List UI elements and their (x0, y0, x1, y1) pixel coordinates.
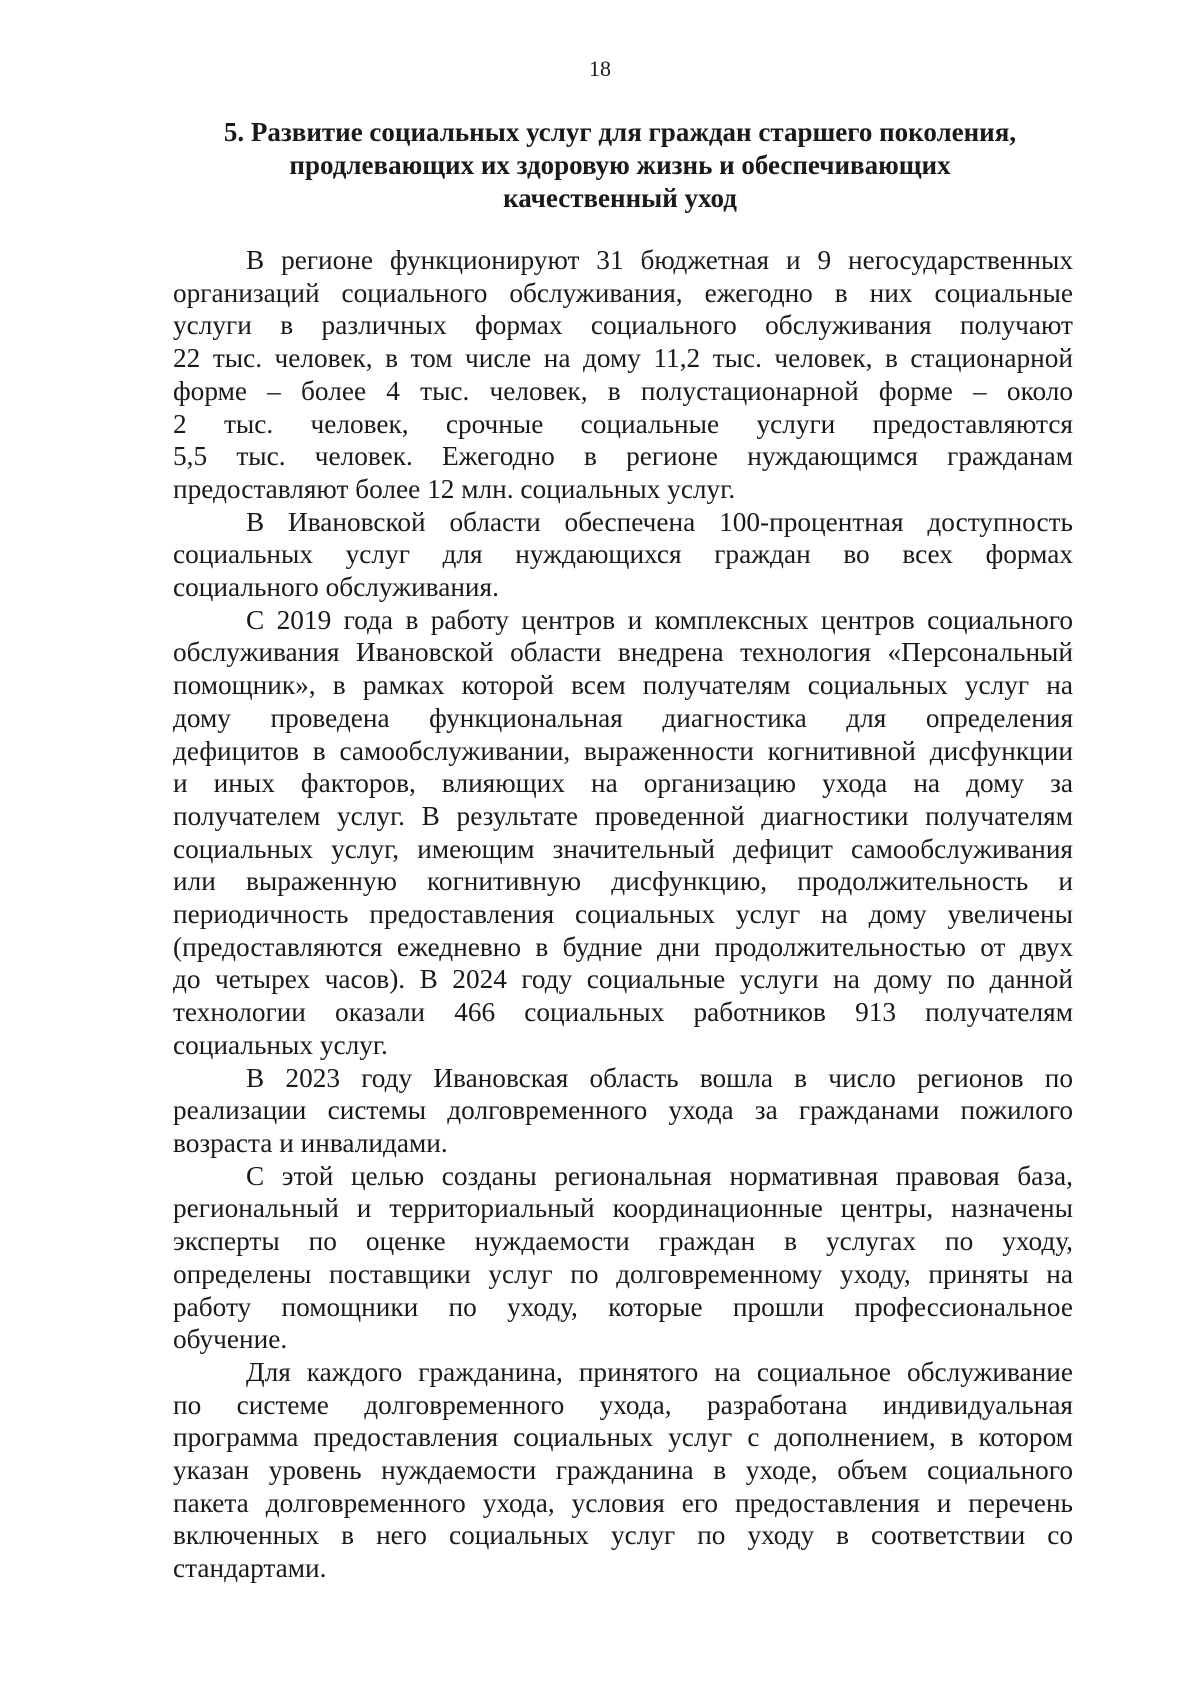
text-line: возраста и инвалидами. (173, 1127, 448, 1158)
text-line: В регионе функционируют 31 бюджетная и 9 негосударственных (246, 245, 1073, 275)
paragraph-personal-assistant (173, 604, 1073, 1062)
paragraph-regulatory-base (173, 1160, 1073, 1356)
text-line: технологии оказали 466 социальных работников 913 получателям (173, 997, 1073, 1028)
text-line: получателем услуг. В результате проведенной диагностики получателям (173, 800, 1073, 831)
text-line: социальных услуг для нуждающихся граждан во всех формах (173, 539, 1073, 570)
text-line: или выраженную когнитивную дисфункцию, продолжительность и (173, 866, 1073, 897)
page-number: 18 (589, 56, 611, 81)
section-heading (180, 116, 1060, 215)
text-line: 22 тыс. человек, в том числе на дому 11,2 тыс. человек, в стационарной (173, 343, 1073, 374)
text-line: и иных факторов, влияющих на организацию ухода на дому за (173, 768, 1073, 799)
paragraph-individual-program (173, 1356, 1073, 1585)
text-line: включенных в него социальных услуг по уходу в соответствии со (173, 1520, 1073, 1551)
text-line: обслуживания Ивановской области внедрена технология «Персональный (173, 637, 1073, 668)
text-line: В 2023 году Ивановская область вошла в число регионов по (246, 1062, 1073, 1093)
heading-line: продлевающих их здоровую жизнь и обеспечивающих (289, 150, 951, 180)
heading-line: 5. Развитие социальных услуг для граждан старшего поколения, (223, 117, 1017, 147)
body-text (173, 244, 1073, 1585)
text-line: пакета долговременного ухода, условия его предоставления и перечень (173, 1487, 1073, 1518)
text-line: С этой целью созданы региональная нормативная правовая база, (246, 1160, 1073, 1191)
text-line: реализации системы долговременного ухода за гражданами пожилого (173, 1095, 1073, 1126)
text-line: до четырех часов). В 2024 году социальные услуги на дому по данной (173, 964, 1073, 995)
paragraph-organizations (173, 244, 1073, 506)
text-line: по системе долговременного ухода, разработана индивидуальная (173, 1389, 1073, 1420)
text-line: социальных услуг. (173, 1029, 388, 1060)
text-line: услуги в различных формах социального обслуживания получают (173, 310, 1073, 341)
text-line: помощник», в рамках которой всем получателям социальных услуг на (173, 670, 1073, 701)
text-line: региональный и территориальный координационные центры, назначены (173, 1193, 1073, 1224)
text-line: С 2019 года в работу центров и комплексных центров социального (246, 604, 1073, 635)
text-line: предоставляют более 12 млн. социальных услуг. (173, 473, 736, 504)
text-line: (предоставляются ежедневно в будние дни продолжительностью от двух (173, 931, 1073, 962)
text-line: дефицитов в самообслуживании, выраженности когнитивной дисфункции (173, 735, 1073, 766)
text-line: В Ивановской области обеспечена 100-процентная доступность (246, 506, 1073, 537)
text-line: организаций социального обслуживания, ежегодно в них социальные (173, 277, 1073, 308)
text-line: Для каждого гражданина, принятого на социальное обслуживание (246, 1356, 1073, 1387)
text-line: социальных услуг, имеющим значительный дефицит самообслуживания (173, 833, 1073, 864)
text-line: работу помощники по уходу, которые прошли профессиональное (173, 1291, 1073, 1322)
text-line: 2 тыс. человек, срочные социальные услуги предоставляются (173, 408, 1073, 439)
text-line: форме – более 4 тыс. человек, в полустационарной форме – около (173, 375, 1073, 406)
text-line: указан уровень нуждаемости гражданина в уходе, объем социального (173, 1455, 1073, 1486)
paragraph-accessibility (173, 506, 1073, 604)
text-line: эксперты по оценке нуждаемости граждан в услугах по уходу, (173, 1226, 1073, 1257)
text-line: социального обслуживания. (173, 572, 499, 603)
text-line: 5,5 тыс. человек. Ежегодно в регионе нуждающимся гражданам (173, 441, 1073, 472)
text-line: дому проведена функциональная диагностика для определения (173, 702, 1073, 733)
heading-line: качественный уход (503, 183, 737, 213)
text-line: стандартами. (173, 1553, 327, 1584)
text-line: обучение. (173, 1324, 288, 1355)
paragraph-long-term-care (173, 1062, 1073, 1160)
text-line: программа предоставления социальных услуг с дополнением, в котором (173, 1422, 1073, 1453)
text-line: периодичность предоставления социальных услуг на дому увеличены (173, 899, 1073, 930)
text-line: определены поставщики услуг по долговременному уходу, приняты на (173, 1258, 1073, 1289)
